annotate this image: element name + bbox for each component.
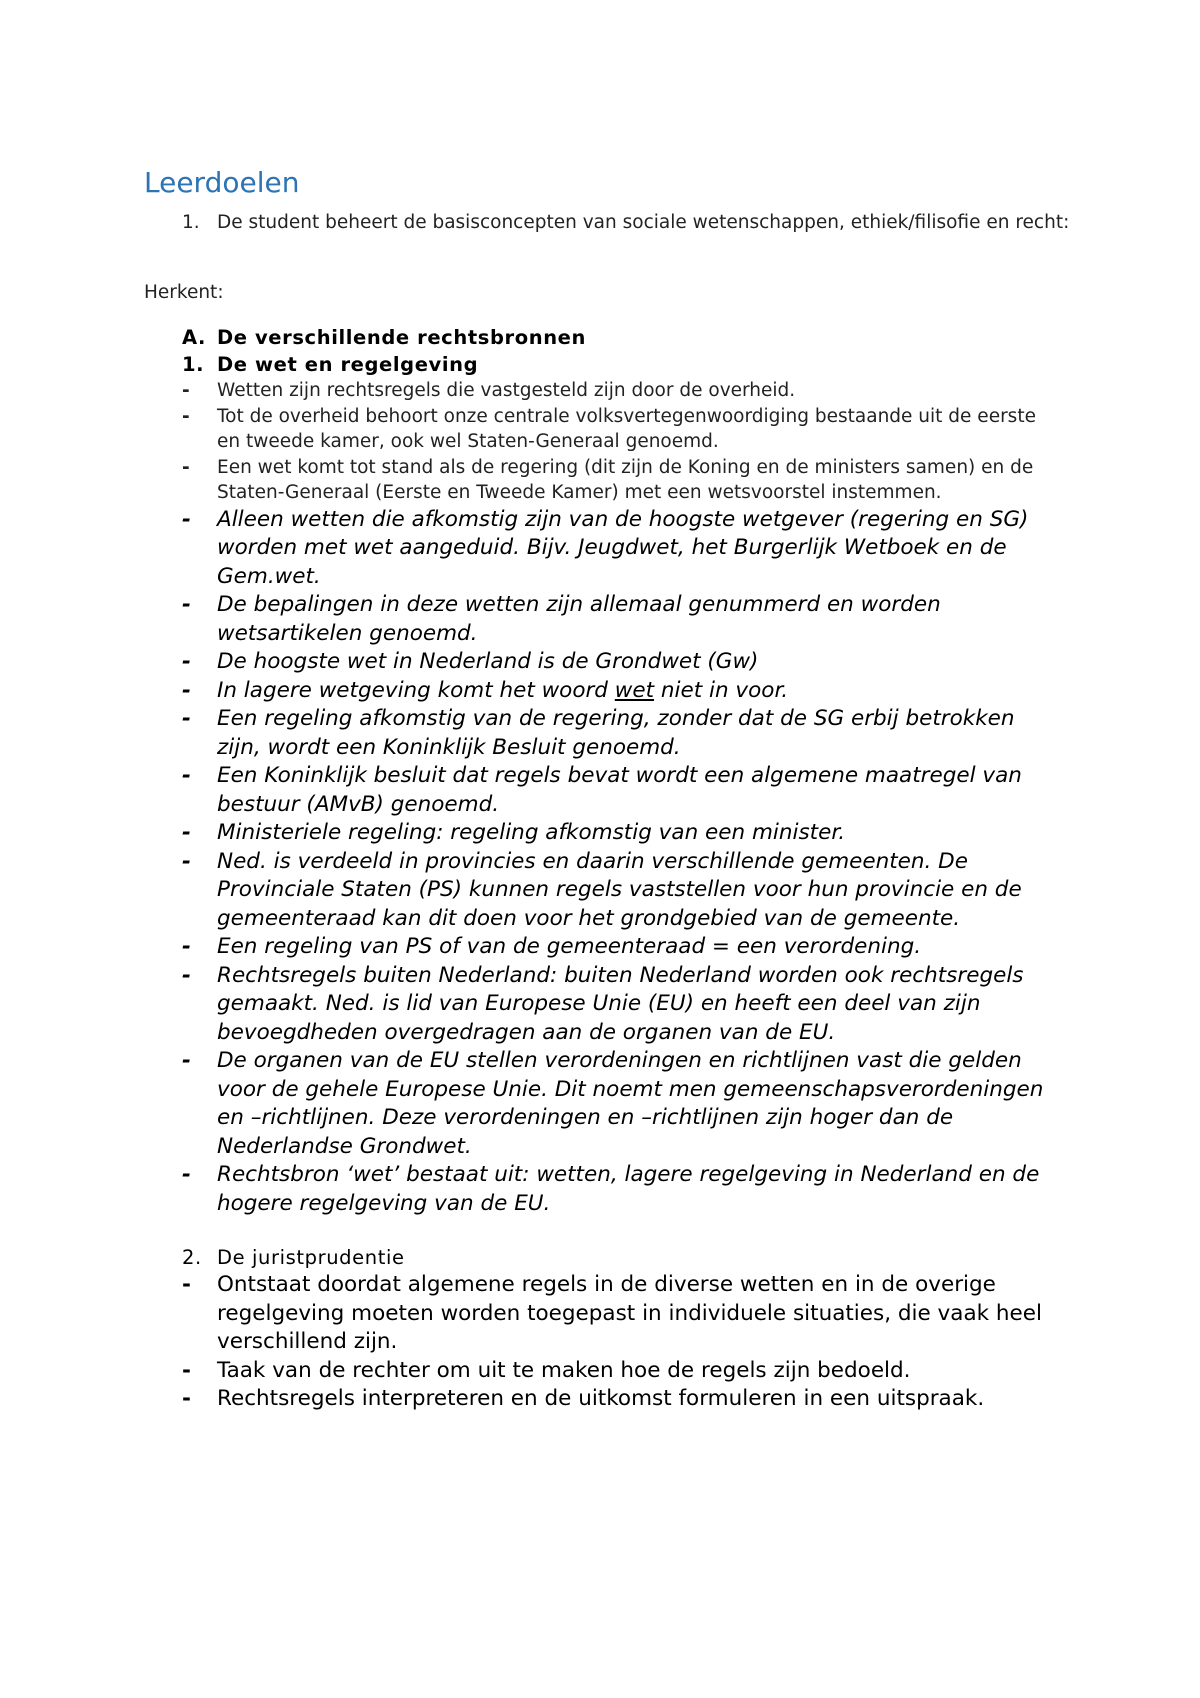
plain-bullet-list bbox=[182, 378, 1062, 506]
large-bullet-list bbox=[182, 1271, 1062, 1414]
bullet-marker: - bbox=[182, 1272, 191, 1297]
bullet-marker: - bbox=[182, 649, 191, 674]
list-item-text: Ontstaat doordat algemene regels in de diverse wetten en in de overige regelgeving moeten worden toegepast in individuele situaties, die vaak heel verschillend zijn. bbox=[217, 1272, 1042, 1354]
list-item-text: Rechtsbron ‘wet’ bestaat uit: wetten, lagere regelgeving in Nederland en de hogere regelgeving van de EU. bbox=[217, 1162, 1040, 1216]
list-item bbox=[182, 1385, 1062, 1414]
list-item-text: Rechtsregels interpreteren en de uitkomst formuleren in een uitspraak. bbox=[217, 1386, 985, 1411]
list-item bbox=[182, 591, 1062, 648]
section-heading-2 bbox=[182, 1244, 1062, 1271]
herkent-label: Herkent: bbox=[144, 282, 224, 303]
page-title: Leerdoelen bbox=[144, 166, 300, 199]
list-item bbox=[182, 506, 1062, 592]
bullet-marker: - bbox=[182, 962, 191, 988]
list-item-text: Taak van de rechter om uit te maken hoe de regels zijn bedoeld. bbox=[217, 1357, 911, 1383]
list-item-text: Rechtsregels buiten Nederland: buiten Nederland worden ook rechtsregels gemaakt. Ned. is lid van Europese Unie (EU) en heeft een deel van zijn bevoegdheden overgedragen aan de organen van de EU. bbox=[217, 962, 1024, 1045]
list-item bbox=[182, 648, 1062, 677]
list-item-text: De hoogste wet in Nederland is de Grondwet (Gw) bbox=[217, 649, 759, 674]
list-item bbox=[182, 705, 1062, 762]
list-item-text: Een regeling afkomstig van de regering, zonder dat de SG erbij betrokken zijn, wordt een Koninklijk Besluit genoemd. bbox=[217, 706, 1015, 760]
list-marker: A. bbox=[182, 326, 207, 349]
bullet-marker: - bbox=[182, 456, 190, 478]
underlined-word: wet bbox=[614, 677, 655, 703]
list-marker: 2. bbox=[182, 1246, 202, 1269]
list-item bbox=[182, 819, 1062, 848]
bullet-marker: - bbox=[182, 592, 191, 617]
list-number: 1. bbox=[182, 212, 200, 233]
list-item bbox=[182, 762, 1062, 819]
learning-goal-item bbox=[182, 210, 1082, 236]
bullet-marker: - bbox=[182, 820, 191, 845]
bullet-marker: - bbox=[182, 405, 190, 427]
learning-goal-text: De student beheert de basisconcepten van sociale wetenschappen, ethiek/filisofie en recht: bbox=[217, 212, 1070, 233]
content-list bbox=[182, 324, 1062, 1414]
list-item bbox=[182, 848, 1062, 934]
bullet-marker: - bbox=[182, 380, 190, 401]
bullet-marker: - bbox=[182, 677, 191, 703]
list-item-text: Een regeling van PS of van de gemeenteraad = een verordening. bbox=[217, 934, 922, 959]
list-item-text: De bepalingen in deze wetten zijn allemaal genummerd en worden wetsartikelen genoemd. bbox=[217, 592, 941, 646]
list-marker: 1. bbox=[182, 353, 205, 376]
section-heading-1 bbox=[182, 351, 1062, 378]
list-item-text: In lagere wetgeving komt het woord bbox=[217, 677, 615, 703]
section-title: De juristprudentie bbox=[217, 1246, 405, 1269]
section-title: De verschillende rechtsbronnen bbox=[217, 326, 586, 349]
bullet-marker: - bbox=[182, 934, 191, 959]
list-item bbox=[182, 1357, 1062, 1386]
list-item bbox=[182, 455, 1062, 506]
list-item-text: Wetten zijn rechtsregels die vastgesteld zijn door de overheid. bbox=[217, 380, 796, 401]
list-item-text: niet in voor. bbox=[654, 677, 789, 703]
list-item bbox=[182, 378, 1062, 404]
list-item bbox=[182, 404, 1062, 455]
section-heading-a bbox=[182, 324, 1062, 351]
bullet-marker: - bbox=[182, 506, 191, 532]
bullet-marker: - bbox=[182, 763, 191, 788]
list-item-text: Een wet komt tot stand als de regering (dit zijn de Koning en de ministers samen) en de Staten-Generaal (Eerste en Tweede Kamer) met een wetsvoorstel instemmen. bbox=[217, 456, 1034, 503]
list-item-text: Ned. is verdeeld in provincies en daarin verschillende gemeenten. De Provinciale Staten (PS) kunnen regels vaststellen voor hun provincie en de gemeenteraad kan dit doen voor het grondgebied van de gemeente. bbox=[217, 848, 1022, 931]
list-item-text: Tot de overheid behoort onze centrale volksvertegenwoordiging bestaande uit de eerste en tweede kamer, ook wel Staten-Generaal genoemd. bbox=[217, 405, 1036, 452]
bullet-marker: - bbox=[182, 1048, 191, 1073]
section-title: De wet en regelgeving bbox=[217, 353, 479, 376]
bullet-marker: - bbox=[182, 1357, 191, 1383]
list-item bbox=[182, 933, 1062, 962]
list-item bbox=[182, 962, 1062, 1048]
list-item-text: Ministeriele regeling: regeling afkomstig van een minister. bbox=[217, 820, 846, 845]
italic-bullet-list bbox=[182, 506, 1062, 1219]
list-item bbox=[182, 677, 1062, 706]
list-item bbox=[182, 1271, 1062, 1357]
bullet-marker: - bbox=[182, 1386, 191, 1411]
list-item-text: Alleen wetten die afkomstig zijn van de hoogste wetgever (regering en SG) worden met wet aangeduid. Bijv. Jeugdwet, het Burgerlijk Wetboek en de Gem.wet. bbox=[217, 506, 1029, 589]
bullet-marker: - bbox=[182, 706, 191, 731]
list-item-text: De organen van de EU stellen verordeningen en richtlijnen vast die gelden voor de gehele Europese Unie. Dit noemt men gemeenschapsverordeningen en –richtlijnen. Deze verordeningen en –richtlijnen zijn hoger dan de Nederlandse Grondwet. bbox=[217, 1048, 1044, 1159]
bullet-marker: - bbox=[182, 848, 191, 874]
bullet-marker: - bbox=[182, 1162, 191, 1187]
list-item bbox=[182, 1047, 1062, 1161]
list-item-text: Een Koninklijk besluit dat regels bevat wordt een algemene maatregel van bestuur (AMvB) genoemd. bbox=[217, 763, 1022, 817]
list-item bbox=[182, 1161, 1062, 1218]
